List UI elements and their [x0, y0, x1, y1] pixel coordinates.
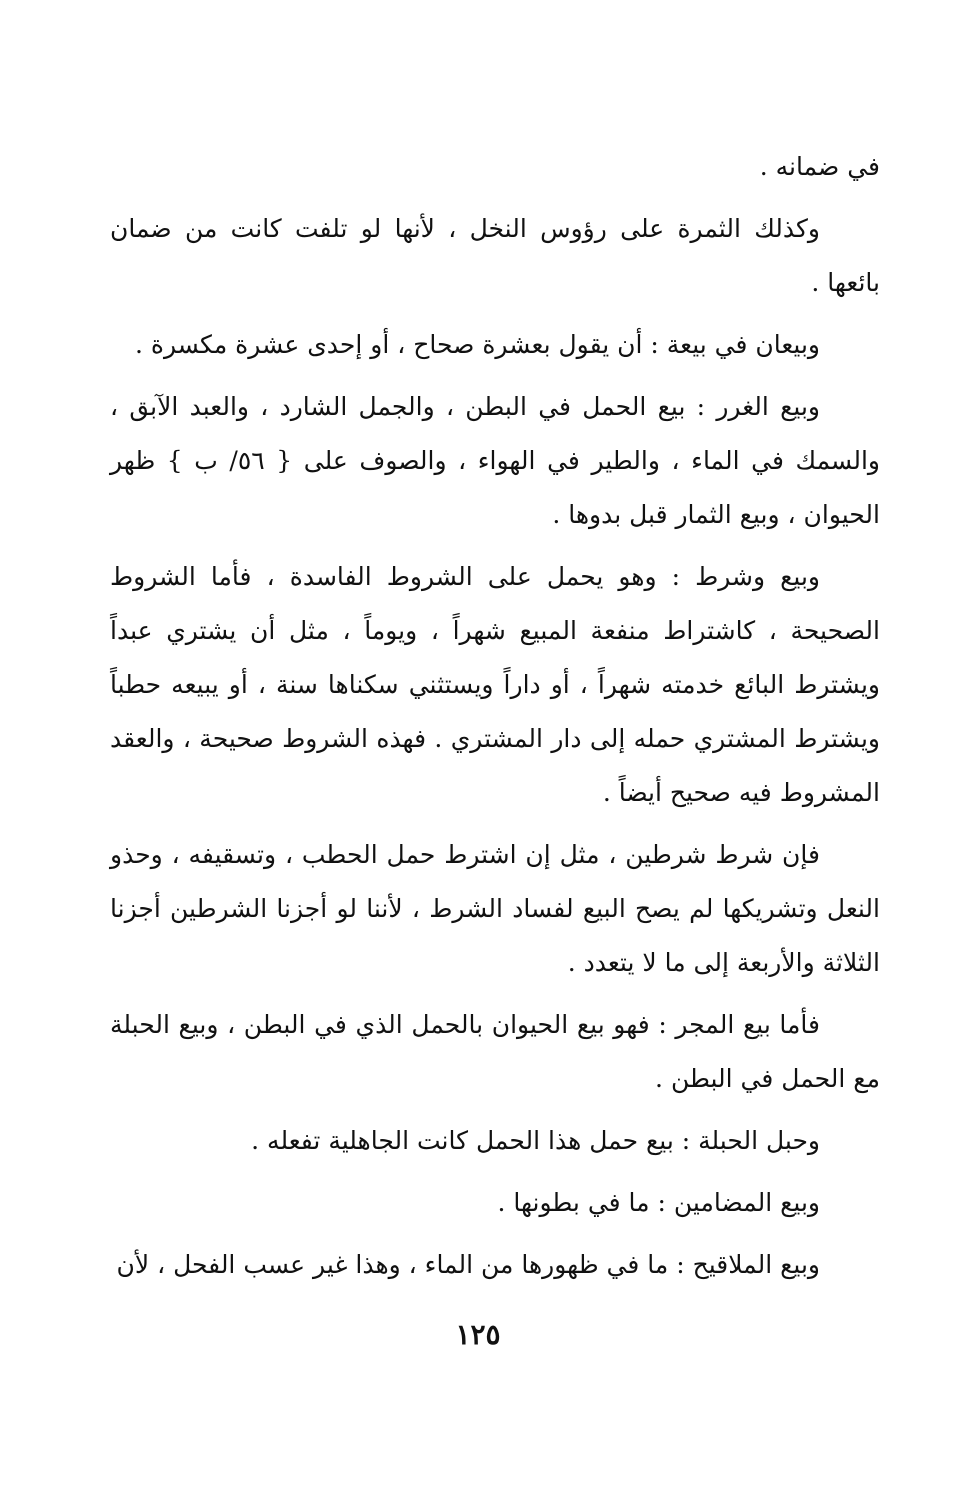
paragraph-continuation: في ضمانه . [759, 152, 880, 181]
paragraph-gharar-sale: وبيع الغرر : بيع الحمل في البطن ، والجمل الشارد ، والعبد الآبق ، والسمك في الماء ، والطير في الهواء ، والصوف على { ٥٦/ ب } ظهر الحيوان ، وبيع الثمار قبل بدوها . [110, 392, 880, 529]
paragraph-fruit-on-palms: وكذلك الثمرة على رؤوس النخل ، لأنها لو تلفت كانت من ضمان بائعها . [110, 214, 880, 297]
paragraph-madamin-sale: وبيع المضامين : ما في بطونها . [497, 1188, 820, 1217]
paragraph-habal-al-habala: وحبل الحبلة : بيع حمل هذا الحمل كانت الجاهلية تفعله . [251, 1126, 820, 1155]
paragraph-two-conditions: فإن شرط شرطين ، مثل إن اشترط حمل الحطب ، وتسقيفه ، وحذو النعل وتشريكها لم يصح البيع لفساد الشرط ، لأننا لو أجزنا الشرطين أجزنا الثلاثة والأربعة إلى ما لا يتعدد . [110, 840, 880, 977]
paragraph-sale-with-condition: وبيع وشرط : وهو يحمل على الشروط الفاسدة ، فأما الشروط الصحيحة ، كاشتراط منفعة المبيع شهراً ، ويوماً ، مثل أن يشتري عبداً ويشترط البائع خدمته شهراً ، أو داراً ويستثني سكناها سنة ، أو يبيعه حطباً ويشترط المشتري حمله إلى دار المشتري . فهذه الشروط صحيحة ، والعقد المشروط فيه صحيح أيضاً . [110, 562, 880, 807]
body-text [110, 140, 880, 1300]
page-number: ١٢٥ [455, 1318, 501, 1351]
paragraph-malaqih-sale: وبيع الملاقيح : ما في ظهورها من الماء ، وهذا غير عسب الفحل ، لأن [116, 1250, 820, 1279]
paragraph-two-sales-in-one: وبيعان في بيعة : أن يقول بعشرة صحاح ، أو إحدى عشرة مكسرة . [134, 330, 820, 359]
paragraph-majr-sale: فأما بيع المجر : فهو بيع الحيوان بالحمل الذي في البطن ، وبيع الحبلة مع الحمل في البطن . [110, 1010, 880, 1093]
